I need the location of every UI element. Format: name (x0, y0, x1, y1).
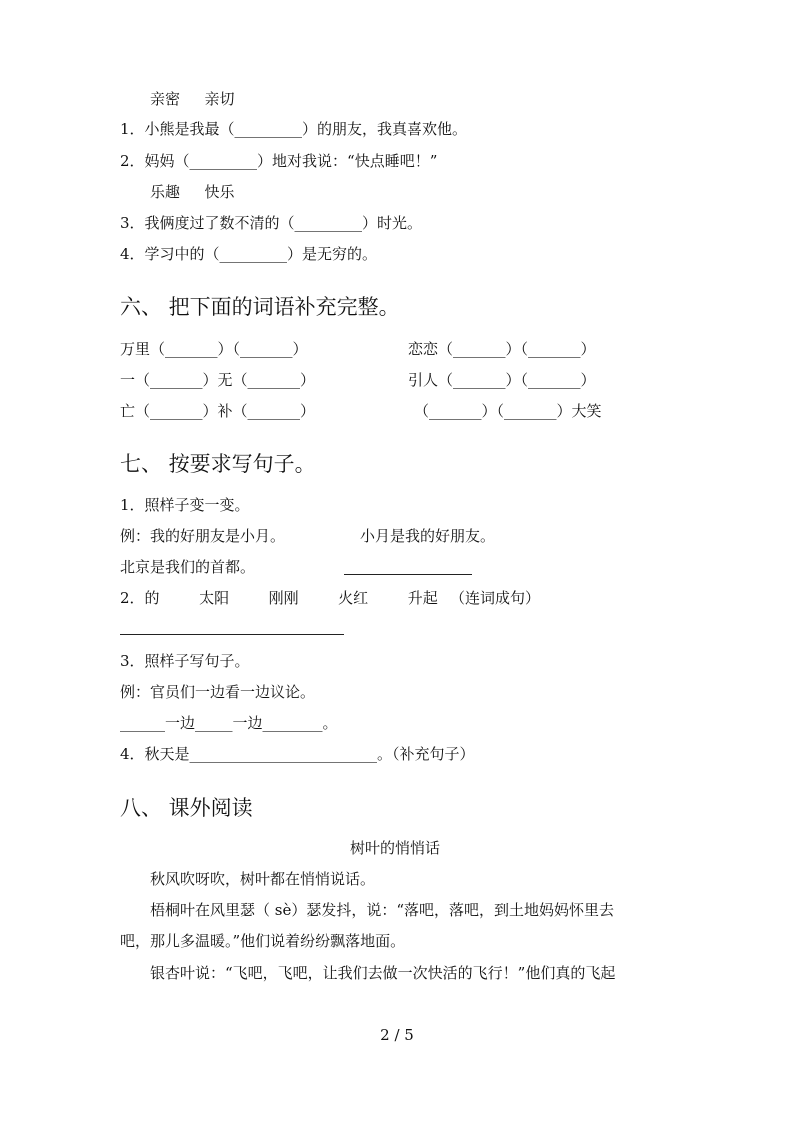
question-line: 2．的 太阳 刚刚 火红 升起 （连词成句） (120, 589, 540, 607)
answer-line (344, 574, 472, 575)
fill-row-left: 一（_______）无（_______） (120, 371, 316, 389)
reading-paragraph: 吧，那儿多温暖。”他们说着纷纷飘落地面。 (120, 932, 406, 950)
fill-row-left: 万里（_______）（_______） (120, 340, 308, 358)
answer-line (120, 634, 344, 635)
question-line: 4．学习中的（_________）是无穷的。 (120, 245, 378, 263)
example-left: 例：我的好朋友是小月。 (120, 527, 286, 545)
fill-row-right: 恋恋（_______）（_______） (408, 340, 596, 358)
section-heading: 八、 课外阅读 (120, 796, 253, 820)
section-heading: 六、 把下面的词语补充完整。 (120, 295, 400, 319)
word-choices-a: 亲密 亲切 (150, 90, 235, 108)
reading-paragraph: 梧桐叶在风里瑟（ sè）瑟发抖，说：“落吧，落吧，到土地妈妈怀里去 (150, 901, 615, 919)
question-line: 北京是我们的首都。 (120, 558, 256, 576)
question-line: 3．我俩度过了数不清的（_________）时光。 (120, 214, 423, 232)
page-number: 2 / 5 (380, 1026, 414, 1044)
question-line: 3．照样子写句子。 (120, 652, 250, 670)
question-line: 1．照样子变一变。 (120, 496, 250, 514)
question-line: 1．小熊是我最（_________）的朋友，我真喜欢他。 (120, 120, 468, 138)
reading-paragraph: 银杏叶说：“飞吧，飞吧，让我们去做一次快活的飞行！”他们真的飞起 (150, 964, 616, 982)
fill-row-left: 亡（_______）补（_______） (120, 402, 316, 420)
fill-row-right: （_______）（_______）大笑 (414, 402, 602, 420)
question-line: ______一边_____一边________。 (120, 714, 338, 732)
fill-row-right: 引人（_______）（_______） (408, 371, 596, 389)
reading-paragraph: 秋风吹呀吹，树叶都在悄悄说话。 (150, 870, 376, 888)
question-line: 2．妈妈（_________）地对我说：“快点睡吧！” (120, 152, 438, 170)
word-choices-b: 乐趣 快乐 (150, 183, 235, 201)
reading-title: 树叶的悄悄话 (350, 839, 441, 857)
example-line: 例：官员们一边看一边议论。 (120, 683, 316, 701)
example-right: 小月是我的好朋友。 (360, 527, 496, 545)
question-line: 4．秋天是_________________________。（补充句子） (120, 745, 475, 763)
section-heading: 七、 按要求写句子。 (120, 452, 316, 476)
